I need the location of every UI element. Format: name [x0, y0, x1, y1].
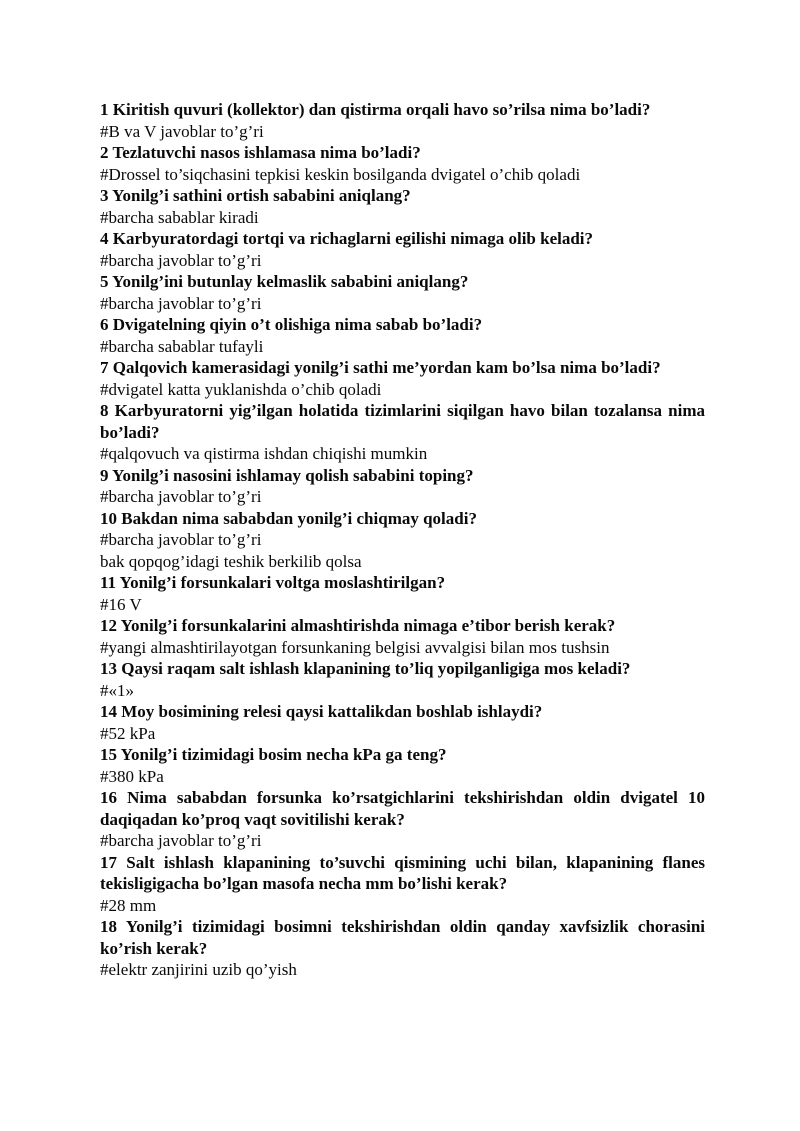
- question-8: 8 Karbyuratorni yig’ilgan holatida tizimlarini siqilgan havo bilan tozalansa nima bo’ladi?: [100, 401, 705, 442]
- answer-18: #elektr zanjirini uzib qo’yish: [100, 960, 297, 979]
- answer-17: #28 mm: [100, 895, 157, 915]
- question-1: 1 Kiritish quvuri (kollektor) dan qistirma orqali havo so’rilsa nima bo’ladi?: [100, 100, 651, 119]
- qa-item: [100, 615, 705, 658]
- qa-item: [100, 916, 705, 981]
- qa-item: [100, 400, 705, 465]
- qa-item: [100, 508, 705, 573]
- answer-10-alt: bak qopqog’idagi teshik berkilib qolsa: [100, 551, 362, 571]
- question-18: 18 Yonilg’i tizimidagi bosimni tekshirishdan oldin qanday xavfsizlik chorasini ko’rish kerak?: [100, 917, 705, 958]
- answer-14: #52 kPa: [100, 723, 156, 743]
- question-12: 12 Yonilg’i forsunkalarini almashtirishda nimaga e’tibor berish kerak?: [100, 616, 616, 635]
- question-5: 5 Yonilg’ini butunlay kelmaslik sababini aniqlang?: [100, 272, 469, 291]
- question-11: 11 Yonilg’i forsunkalari voltga moslashtirilgan?: [100, 573, 446, 592]
- answer-6: #barcha sabablar tufayli: [100, 336, 264, 356]
- answer-12: #yangi almashtirilayotgan forsunkaning belgisi avvalgisi bilan mos tushsin: [100, 637, 610, 657]
- question-7: 7 Qalqovich kamerasidagi yonilg’i sathi me’yordan kam bo’lsa nima bo’ladi?: [100, 358, 661, 377]
- answer-4: #barcha javoblar to’g’ri: [100, 250, 262, 270]
- qa-item: [100, 465, 705, 508]
- answer-9: #barcha javoblar to’g’ri: [100, 487, 262, 506]
- question-9: 9 Yonilg’i nasosini ishlamay qolish sababini toping?: [100, 465, 474, 485]
- answer-10: #barcha javoblar to’g’ri: [100, 530, 262, 549]
- question-16: 16 Nima sababdan forsunka ko’rsatgichlarini tekshirishdan oldin dvigatel 10 daqiqadan ko’proq vaqt sovitilishi kerak?: [100, 788, 705, 829]
- answer-2: #Drossel to’siqchasini tepkisi keskin bosilganda dvigatel o’chib qoladi: [100, 164, 581, 184]
- answer-8: #qalqovuch va qistirma ishdan chiqishi mumkin: [100, 444, 428, 463]
- question-14: 14 Moy bosimining relesi qaysi kattalikdan boshlab ishlaydi?: [100, 702, 543, 721]
- question-13: 13 Qaysi raqam salt ishlash klapanining to’liq yopilganligiga mos keladi?: [100, 659, 631, 678]
- qa-item: [100, 658, 705, 701]
- qa-item: [100, 744, 705, 787]
- answer-13: #«1»: [100, 680, 134, 700]
- question-6: 6 Dvigatelning qiyin o’t olishiga nima sabab bo’ladi?: [100, 315, 483, 334]
- qa-item: [100, 572, 705, 615]
- qa-item: [100, 701, 705, 744]
- qa-item: [100, 271, 705, 314]
- qa-item: [100, 852, 705, 917]
- answer-16: #barcha javoblar to’g’ri: [100, 831, 262, 850]
- answer-7: #dvigatel katta yuklanishda o’chib qoladi: [100, 379, 382, 399]
- question-15: 15 Yonilg’i tizimidagi bosim necha kPa ga teng?: [100, 745, 447, 764]
- qa-item: [100, 787, 705, 852]
- question-4: 4 Karbyuratordagi tortqi va richaglarni egilishi nimaga olib keladi?: [100, 229, 594, 248]
- question-2: 2 Tezlatuvchi nasos ishlamasa nima bo’ladi?: [100, 143, 421, 162]
- answer-11: #16 V: [100, 594, 142, 614]
- question-10: 10 Bakdan nima sababdan yonilg’i chiqmay qoladi?: [100, 508, 477, 528]
- answer-5: #barcha javoblar to’g’ri: [100, 293, 262, 313]
- qa-item: [100, 185, 705, 228]
- qa-item: [100, 142, 705, 185]
- answer-1: #B va V javoblar to’g’ri: [100, 121, 264, 141]
- answer-15: #380 kPa: [100, 766, 164, 786]
- qa-item: [100, 99, 705, 142]
- qa-item: [100, 357, 705, 400]
- question-17: 17 Salt ishlash klapanining to’suvchi qismining uchi bilan, klapanining flanes tekisligigacha bo’lgan masofa necha mm bo’lishi kerak?: [100, 852, 705, 893]
- question-3: 3 Yonilg’i sathini ortish sababini aniqlang?: [100, 186, 411, 205]
- qa-item: [100, 228, 705, 271]
- answer-3: #barcha sabablar kiradi: [100, 207, 259, 227]
- qa-item: [100, 314, 705, 357]
